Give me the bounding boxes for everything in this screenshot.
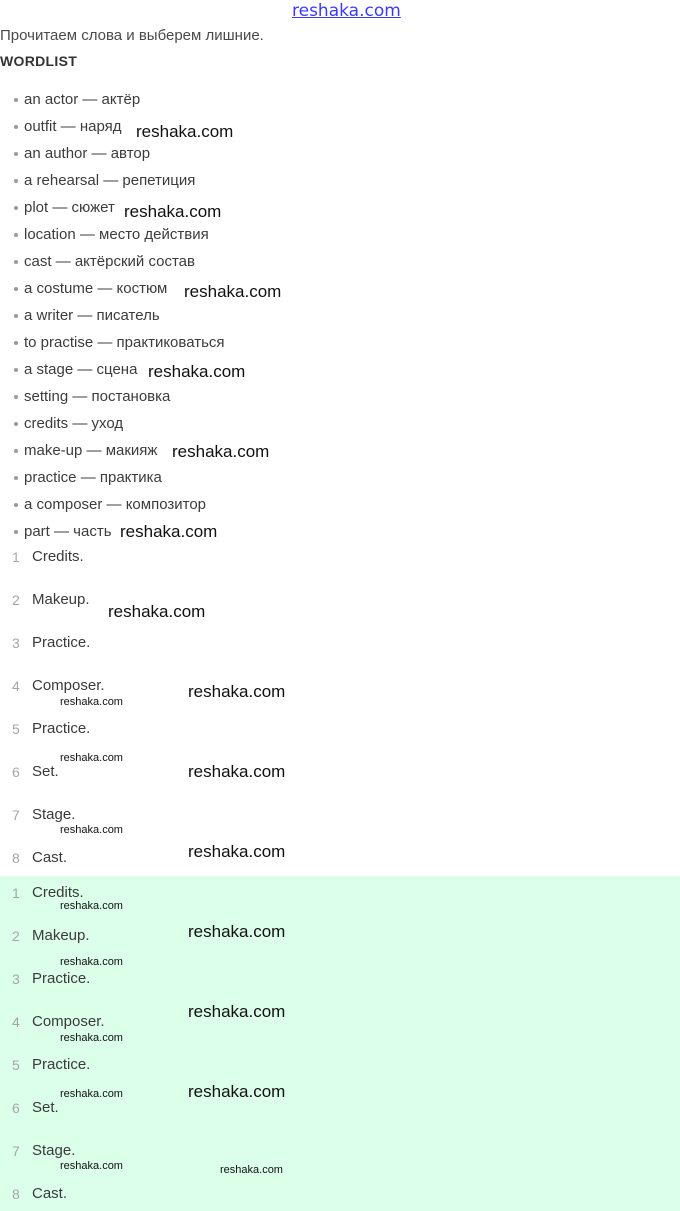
answer-word: Cast. <box>32 1185 68 1202</box>
bullet-icon <box>14 206 18 210</box>
wordlist-heading: WORDLIST <box>0 53 78 69</box>
answer-number: 1 <box>12 549 20 565</box>
bullet-icon <box>14 530 18 534</box>
answer-number: 6 <box>12 1100 20 1116</box>
site-watermark-link[interactable]: reshaka.com <box>292 1 401 21</box>
answer-word: Credits. <box>32 548 84 565</box>
watermark-text: reshaka.com <box>120 522 218 541</box>
watermark-text: reshaka.com <box>60 1160 123 1172</box>
wordlist-item-text: location — место действия <box>24 226 209 243</box>
watermark-text: reshaka.com <box>188 842 286 861</box>
wordlist-item-text: a costume — костюм <box>24 280 168 297</box>
answer-word: Cast. <box>32 849 68 866</box>
bullet-icon <box>14 260 18 264</box>
answer-word: Makeup. <box>32 927 90 944</box>
wordlist-item-text: an actor — актёр <box>24 91 141 108</box>
wordlist-item-text: credits — уход <box>24 415 124 432</box>
intro-text: Прочитаем слова и выберем лишние. <box>0 27 264 44</box>
watermark-text: reshaka.com <box>108 602 206 621</box>
wordlist-item-text: cast — актёрский состав <box>24 253 195 270</box>
bullet-icon <box>14 152 18 156</box>
watermark-text: reshaka.com <box>188 1082 286 1101</box>
bullet-icon <box>14 395 18 399</box>
answer-word: Practice. <box>32 720 91 737</box>
answer-number: 2 <box>12 928 20 944</box>
answer-number: 4 <box>12 1014 20 1030</box>
answer-number: 5 <box>12 1057 20 1073</box>
answer-number: 3 <box>12 635 20 651</box>
watermark-text: reshaka.com <box>60 1088 123 1100</box>
watermark-text: reshaka.com <box>60 956 123 968</box>
bullet-icon <box>14 503 18 507</box>
bullet-icon <box>14 476 18 480</box>
watermark-text: reshaka.com <box>188 922 286 941</box>
wordlist-item-text: a stage — сцена <box>24 361 138 378</box>
answer-number: 7 <box>12 807 20 823</box>
watermark-text: reshaka.com <box>188 1002 286 1021</box>
bullet-icon <box>14 449 18 453</box>
wordlist-item-text: to practise — практиковаться <box>24 334 225 351</box>
answer-number: 1 <box>12 885 20 901</box>
answer-word: Makeup. <box>32 591 90 608</box>
answer-word: Practice. <box>32 634 91 651</box>
answer-number: 7 <box>12 1143 20 1159</box>
wordlist-item-text: a rehearsal — репетиция <box>24 172 196 189</box>
watermark-text: reshaka.com <box>184 282 282 301</box>
answer-number: 4 <box>12 678 20 694</box>
answer-number: 6 <box>12 764 20 780</box>
bullet-icon <box>14 368 18 372</box>
watermark-text: reshaka.com <box>188 762 286 781</box>
watermark-text: reshaka.com <box>60 900 123 912</box>
wordlist-item-text: an author — автор <box>24 145 151 162</box>
answer-word: Composer. <box>32 1013 105 1030</box>
bullet-icon <box>14 422 18 426</box>
watermark-text: reshaka.com <box>124 202 222 221</box>
bullet-icon <box>14 287 18 291</box>
wordlist-item-text: a composer — композитор <box>24 496 207 513</box>
wordlist-item-text: practice — практика <box>24 469 162 486</box>
wordlist-item-text: setting — постановка <box>24 388 171 405</box>
watermark-text: reshaka.com <box>60 1032 123 1044</box>
wordlist-item-text: make-up — макияж <box>24 442 158 459</box>
answer-number: 5 <box>12 721 20 737</box>
watermark-text: reshaka.com <box>220 1164 283 1176</box>
answer-word: Credits. <box>32 884 84 901</box>
bullet-icon <box>14 179 18 183</box>
watermark-text: reshaka.com <box>60 824 123 836</box>
answer-word: Practice. <box>32 970 91 987</box>
answer-word: Set. <box>32 763 59 780</box>
answer-word: Practice. <box>32 1056 91 1073</box>
watermark-text: reshaka.com <box>172 442 270 461</box>
answer-word: Stage. <box>32 1142 76 1159</box>
bullet-icon <box>14 341 18 345</box>
wordlist-item-text: plot — сюжет <box>24 199 115 216</box>
wordlist-item-text: outfit — наряд <box>24 118 122 135</box>
wordlist-item-text: a writer — писатель <box>24 307 160 324</box>
answer-number: 3 <box>12 971 20 987</box>
answer-number: 8 <box>12 850 20 866</box>
wordlist-item-text: part — часть <box>24 523 112 540</box>
answer-word: Set. <box>32 1099 59 1116</box>
bullet-icon <box>14 233 18 237</box>
watermark-text: reshaka.com <box>148 362 246 381</box>
answer-word: Composer. <box>32 677 105 694</box>
watermark-text: reshaka.com <box>188 682 286 701</box>
watermark-text: reshaka.com <box>136 122 234 141</box>
bullet-icon <box>14 98 18 102</box>
answer-number: 8 <box>12 1186 20 1202</box>
bullet-icon <box>14 125 18 129</box>
answer-word: Stage. <box>32 806 76 823</box>
answer-number: 2 <box>12 592 20 608</box>
bullet-icon <box>14 314 18 318</box>
watermark-text: reshaka.com <box>60 696 123 708</box>
watermark-text: reshaka.com <box>60 752 123 764</box>
